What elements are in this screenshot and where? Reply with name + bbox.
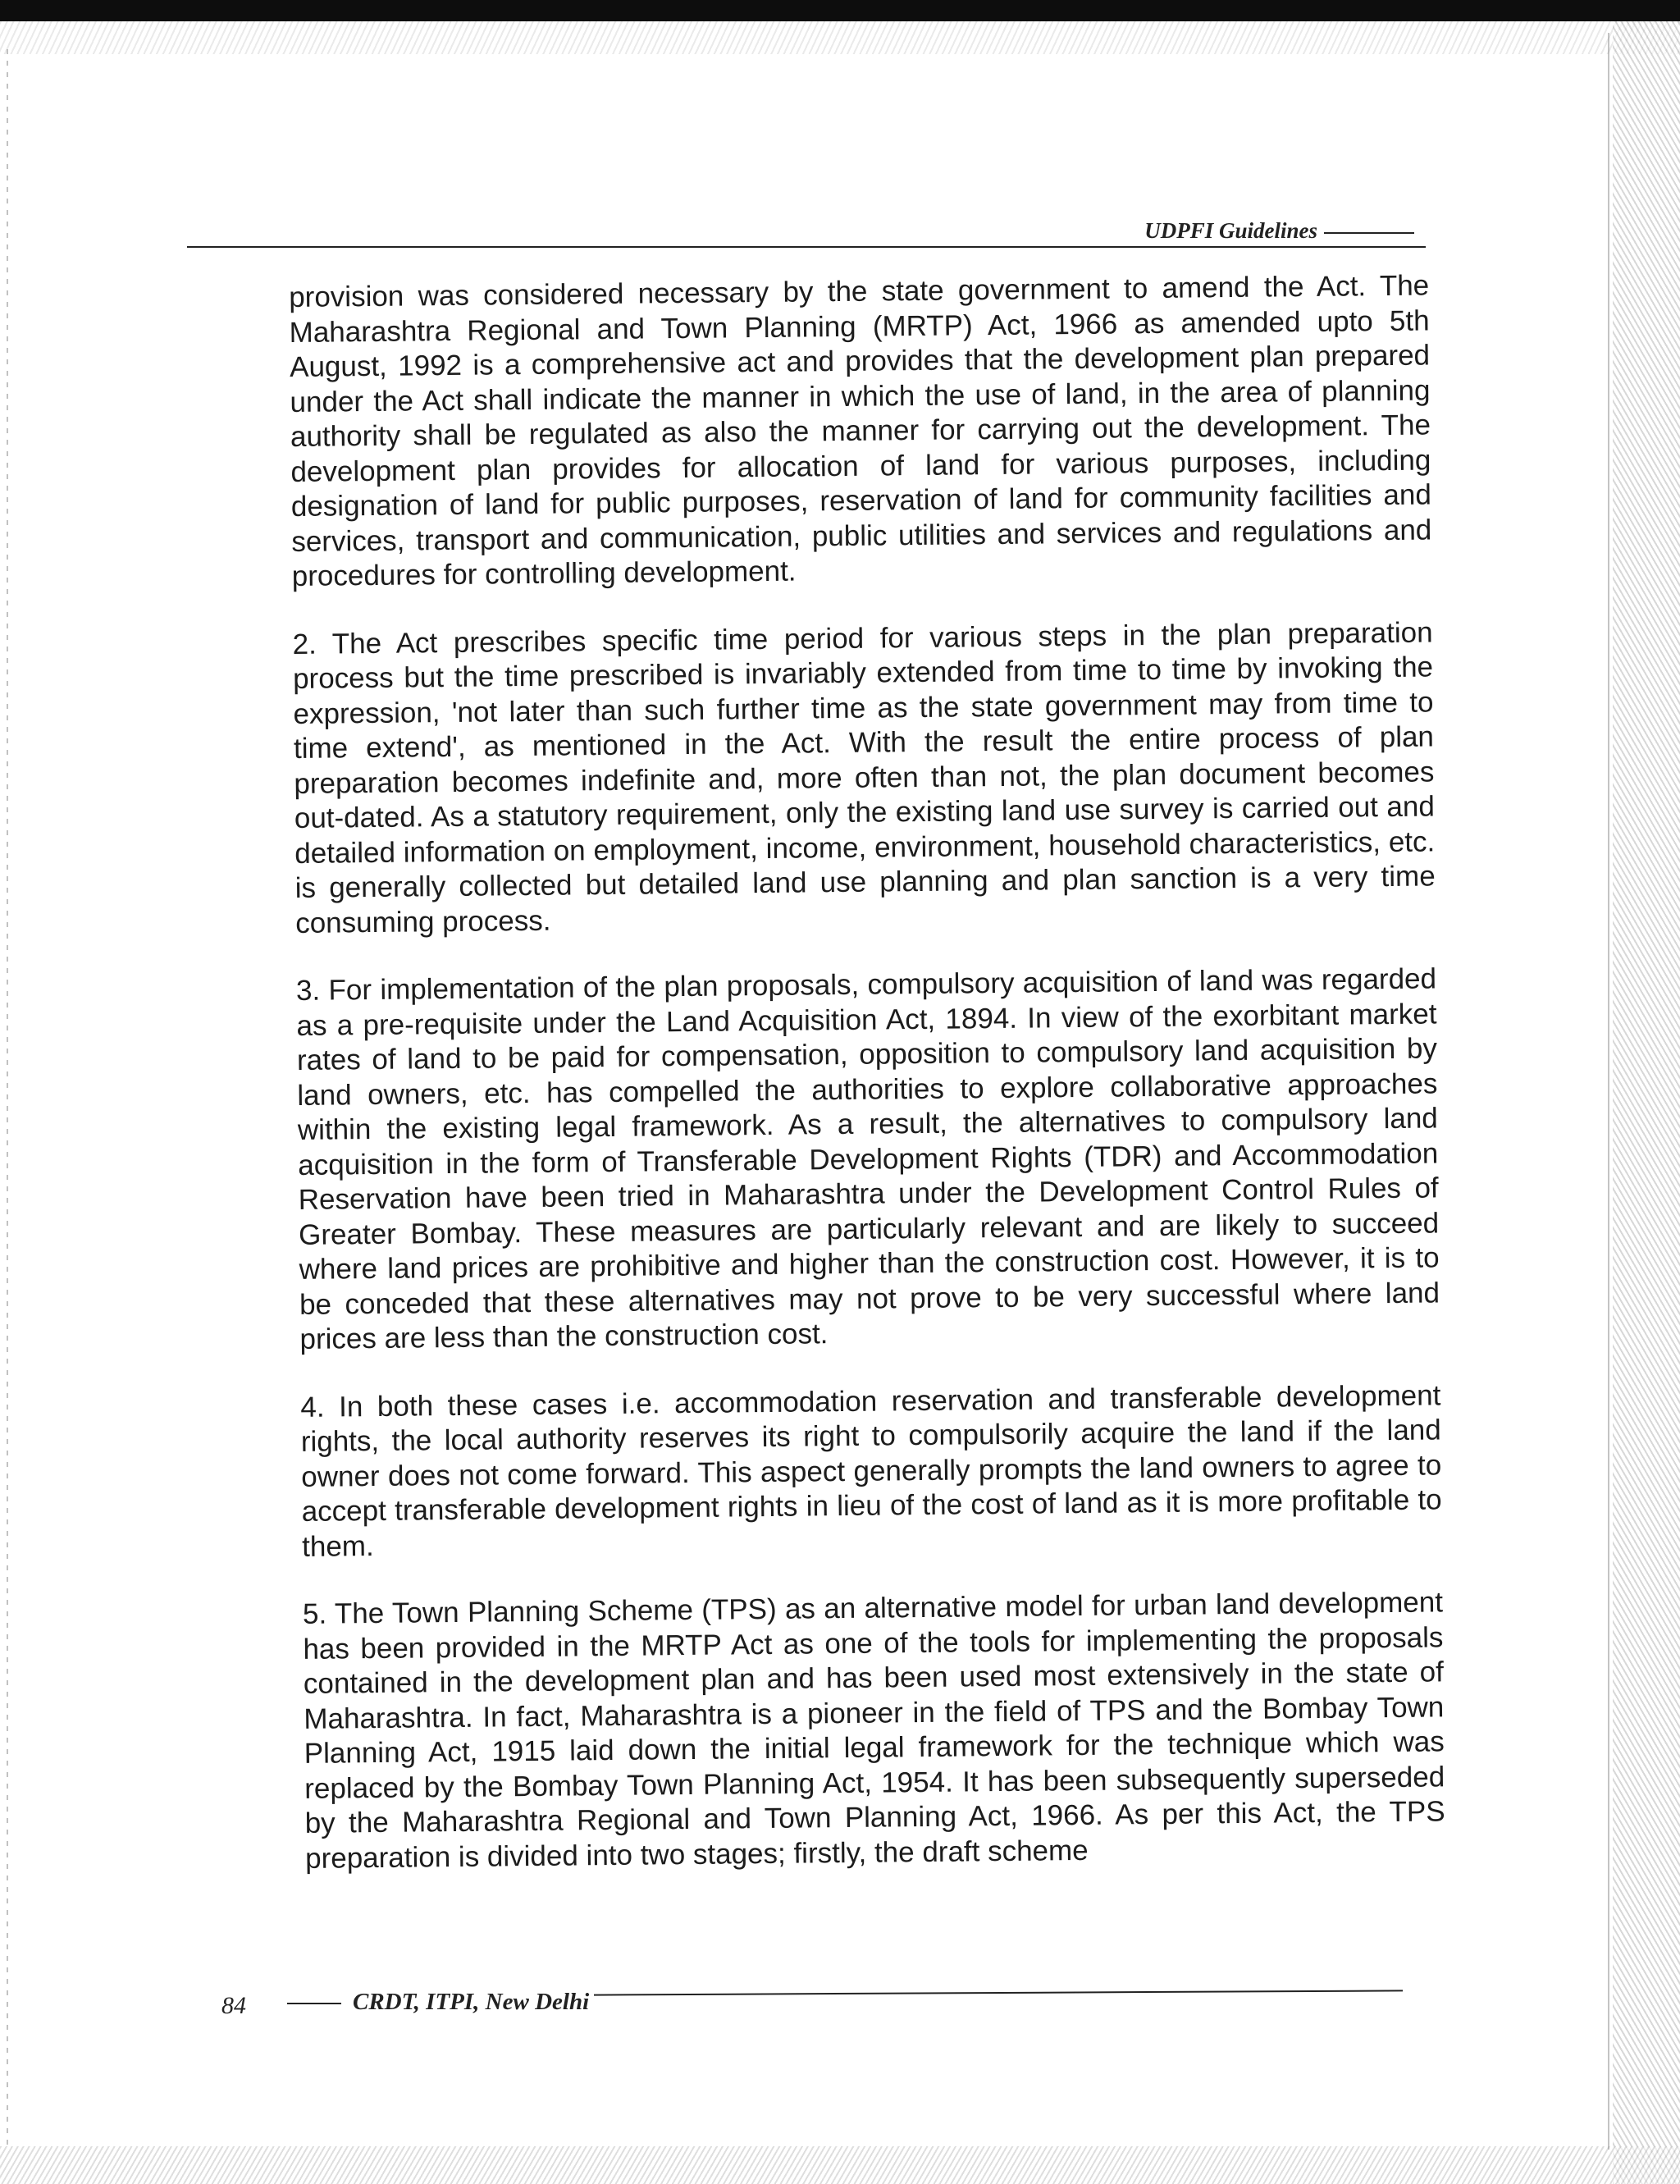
scan-top-border xyxy=(0,0,1680,21)
scan-left-edge xyxy=(7,49,8,2150)
scan-noise-top xyxy=(0,21,1680,54)
header-rule xyxy=(187,246,1426,248)
running-footer xyxy=(221,1969,1403,2018)
running-header xyxy=(187,215,1426,256)
page-right-edge xyxy=(1608,33,1609,2150)
paragraph-intro: provision was considered necessary by the state government to amend the Act. The Maharashtra Regional and Town Planning (MRTP) Act, 1966 as amended upto 5th August, 1992 is a comprehensive act and provides that the development plan prepared under the Act shall indicate the manner in which the use of land, in the area of planning authority shall be regulated as also the manner for carrying out the development. The development plan provides for allocation of land for various purposes, including designation of land for public purposes, reservation of land for community facilities and services, transport and communication, public utilities and services and regulations and procedures for controlling development. xyxy=(289,269,1432,592)
scan-noise-right xyxy=(1613,21,1680,2184)
page-number: 84 xyxy=(221,1992,246,2019)
paragraph-5: 5. The Town Planning Scheme (TPS) as an alternative model for urban land development has been provided in the MRTP Act as one of the tools for implementing the proposals contained in the development plan and has been used most extensively in the state of Maharashtra. In fact, Maharashtra is a pioneer in the field of TPS and the Bombay Town Planning Act, 1915 laid down the initial legal framework for the technique which was replaced by the Bombay Town Planning Act, 1954. It has been subsequently superseded by the Maharashtra Regional and Town Planning Act, 1966. As per this Act, the TPS preparation is divided into two stages; firstly, the draft scheme xyxy=(302,1586,1445,1875)
footer-rule xyxy=(594,1990,1403,1995)
paragraph-2: 2. The Act prescribes specific time period for various steps in the plan preparation process but the time prescribed is invariably extended from time to time by invoking the expression, 'not later than such further time as the state government may from time to time extend', as mentioned in the Act. With the result the entire process of plan preparation becomes indefinite and, more often than not, the plan document becomes out-dated. As a statutory requirement, only the existing land use survey is carried out and detailed information on employment, income, environment, household characteristics, etc. is generally collected but detailed land use planning and plan sanction is a very time consuming process. xyxy=(292,615,1436,939)
paragraph-3: 3. For implementation of the plan proposals, compulsory acquisition of land was regarded as a pre-requisite under the Land Acquisition Act, 1894. In view of the exorbitant market rates of land to be paid for compensation, opposition to compulsory land acquisition by land owners, etc. has compelled the authorities to explore collaborative approaches within the existing legal framework. As a result, the alternatives to compulsory land acquisition in the form of Transferable Development Rights (TDR) and Accommodation Reservation have been tried in Maharashtra under the Development Control Rules of Greater Bombay. These measures are particularly relevant and are likely to succeed where land prices are prohibitive and higher than the construction cost. However, it is to be conceded that these alternatives may not prove to be very successful where land prices are less than the construction cost. xyxy=(295,962,1440,1355)
header-title: UDPFI Guidelines xyxy=(1136,218,1426,244)
scan-noise-bottom xyxy=(0,2146,1680,2184)
footer-organization: CRDT, ITPI, New Delhi xyxy=(287,1989,589,2016)
document-body xyxy=(289,268,1445,1876)
paragraph-4: 4. In both these cases i.e. accommodation reservation and transferable development rights, the local authority reserves its right to compulsorily acquire the land if the land owner does not come forward. This aspect generally prompts the land owners to agree to accept transferable development rights in lieu of the cost of land as it is more profitable to them. xyxy=(300,1378,1442,1563)
